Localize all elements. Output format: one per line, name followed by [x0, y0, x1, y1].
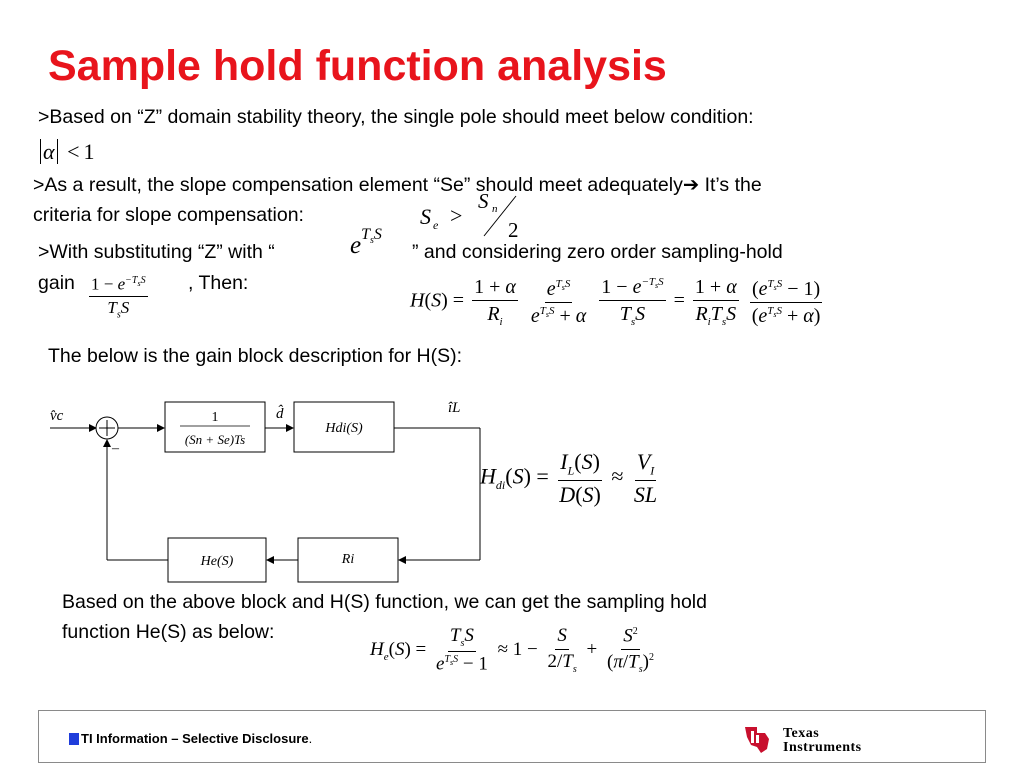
page-title: Sample hold function analysis: [48, 42, 667, 90]
substitution-bullet-part2: ” and considering zero order sampling-hold: [412, 241, 783, 263]
based-on-line2: function He(S) as below:: [62, 621, 275, 643]
block1-numerator: 1: [211, 410, 219, 425]
slope-bullet-line1: >As a result, the slope compensation element “Se” should meet adequately➔ It’s the: [33, 174, 762, 196]
slope-bullet-line2: criteria for slope compensation:: [33, 204, 304, 226]
slope-criteria-formula: [418, 190, 528, 242]
footer-blue-square: [69, 733, 79, 745]
hs-formula: H(S) = $\frac{1 + \alpha}{R_i}$ $\frac{e^{T_sS}}{e^{T_sS} + \alpha}$ $\frac{1 - e^{-T_sS}}{T_sS}$ = $\frac{1 + \alpha}{R_iT_sS}$ $\frac{(e^{T_sS} - 1)}{(e^{T_sS} + \alpha)}$: [410, 276, 821, 328]
z-substitution-exponent: $e^{T_sS}$: [350, 226, 382, 259]
footer-disclosure-text: TI Information – Selective Disclosure.: [81, 731, 313, 746]
based-on-line1: Based on the above block and H(S) function, we can get the sampling hold: [62, 591, 707, 613]
ti-logo-line1: Texas: [783, 726, 820, 741]
svg-text:2: 2: [508, 218, 519, 242]
substitution-bullet-part1: >With substituting “Z” with “: [38, 241, 275, 263]
svg-text:S: S: [478, 190, 489, 213]
block-description-text: The below is the gain block description for H(S):: [48, 345, 463, 367]
zoh-gain-formula: $\frac{1 - e^{-T_sS}}{T_sS}$: [91, 274, 146, 321]
he-label: He(S): [200, 554, 234, 569]
gain-block-diagram: [40, 390, 500, 590]
svg-text:n: n: [492, 203, 498, 215]
hdi-formula: $H_{di}(S)$ = $\frac{I_L(S)}{D(S)}$ ≈ $\frac{V_I}{SL}$: [480, 449, 658, 507]
ri-label: Ri: [341, 552, 355, 567]
svg-text:e: e: [433, 218, 439, 232]
block1-denominator: (Sn + Se)Ts: [184, 432, 246, 447]
ti-logo: [739, 723, 879, 755]
duty-d-label: d̂: [276, 406, 284, 422]
ti-state-icon: [739, 723, 779, 755]
svg-text:>: >: [450, 203, 463, 228]
minus-sign: –: [112, 441, 119, 456]
z-domain-bullet: >Based on “Z” domain stability theory, the single pole should meet below condition:: [38, 106, 754, 128]
pole-condition-formula: α < 1: [40, 139, 94, 165]
ti-logo-line2: Instruments: [783, 740, 862, 755]
he-formula: $H_e(S)$ = $\frac{T_sS}{e^{T_sS} - 1}$ ≈ 1 − $\frac{S}{2/T_s}$ + $\frac{S^2}{(\pi/T_s)^2}$: [370, 625, 654, 676]
footer-bar: [38, 710, 986, 763]
gain-word: gain: [38, 272, 75, 294]
then-word: , Then:: [188, 272, 249, 294]
input-vc-label: v̂c: [50, 408, 64, 424]
hdi-label: Hdi(S): [325, 421, 363, 436]
svg-text:S: S: [420, 204, 431, 229]
il-label: îL: [448, 400, 461, 416]
